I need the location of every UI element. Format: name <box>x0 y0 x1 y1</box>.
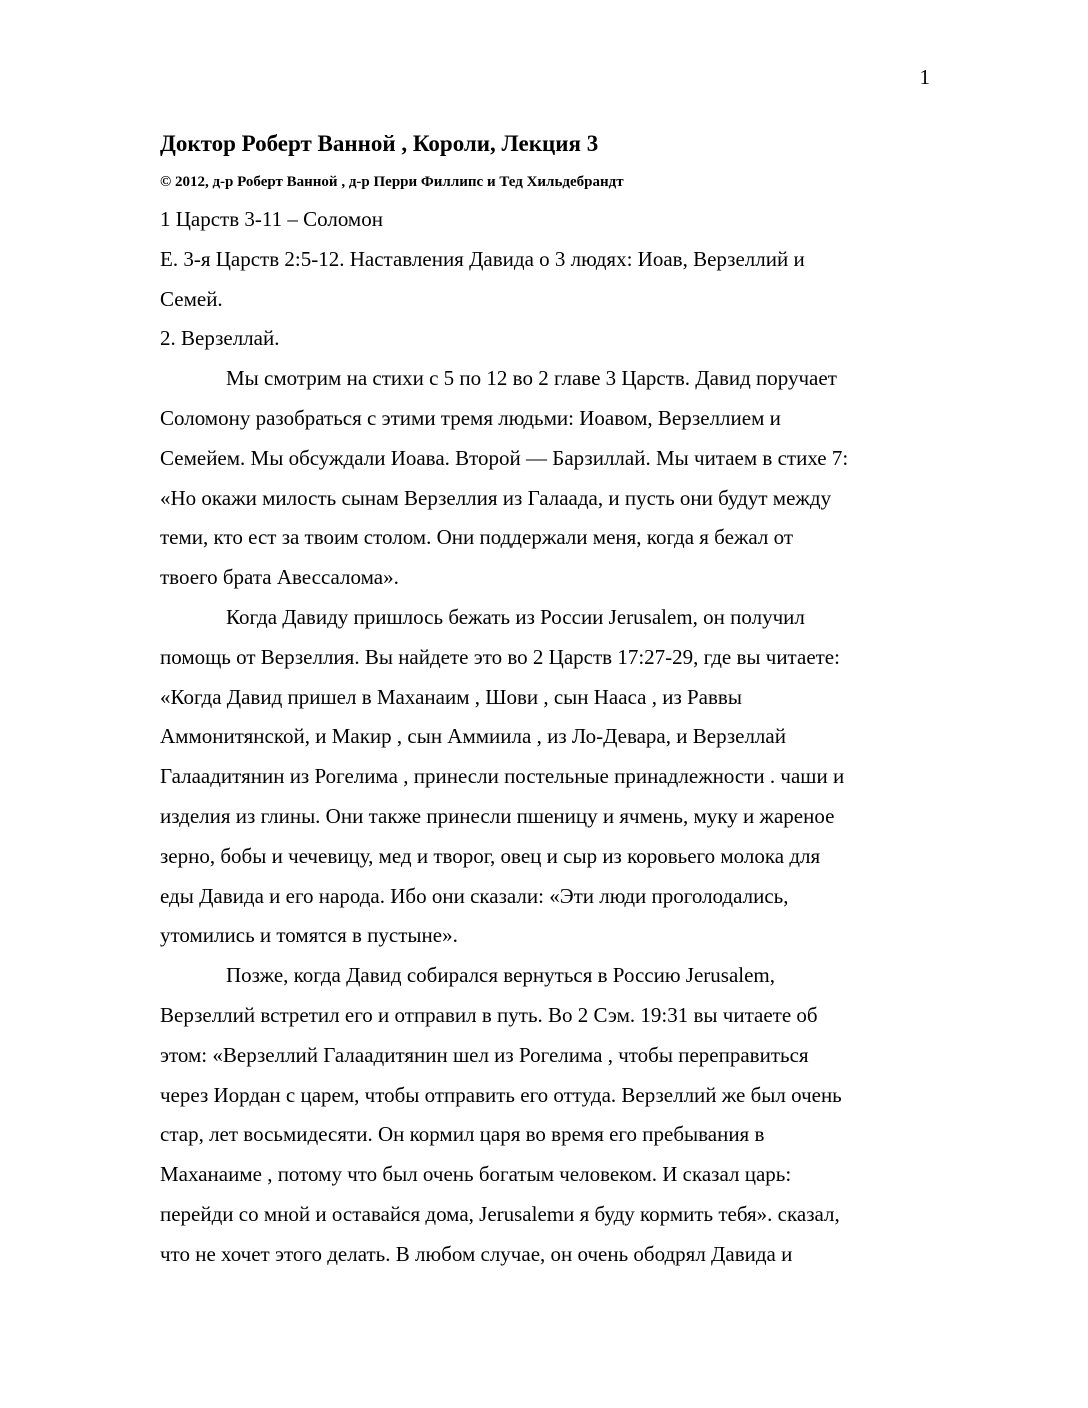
text-line: теми, кто ест за твоим столом. Они поддержали меня, когда я бежал от <box>160 525 794 550</box>
text-line: этом: «Верзеллий Галаадитянин шел из Рогелима , чтобы переправиться <box>160 1042 809 1067</box>
text-line: Верзеллий встретил его и отправил в путь. Во 2 Сэм. 19:31 вы читаете об <box>160 1002 818 1027</box>
text-line: Галаадитянин из Рогелима , принесли постельные принадлежности . чаши и <box>160 764 845 789</box>
text-line: Мы смотрим на стихи с 5 по 12 во 2 главе 3 Царств. Давид поручает <box>226 366 837 391</box>
text-line: Соломону разобраться с этими тремя людьми: Иоавом, Верзеллием и <box>160 405 781 430</box>
text-line: 1 Царств 3-11 – Соломон <box>160 207 383 231</box>
text-line: Позже, когда Давид собирался вернуться в Россию Jerusalem, <box>226 963 776 988</box>
text-line: помощь от Верзеллия. Вы найдете это во 2 Царств 17:27-29, где вы читаете: <box>160 644 840 669</box>
text-line: твоего брата Авессалома». <box>160 565 399 590</box>
text-line: Когда Давиду пришлось бежать из России Jerusalem, он получил <box>226 604 805 629</box>
text-line: «Но окажи милость сынам Верзеллия из Галаада, и пусть они будут между <box>160 485 832 510</box>
text-line: E. 3-я Царств 2:5-12. Наставления Давида о 3 людях: Иоав, Верзеллий и <box>160 246 805 271</box>
text-line: через Иордан с царем, чтобы отправить его оттуда. Верзеллий же был очень <box>160 1082 842 1107</box>
text-line: Семей. <box>160 286 223 311</box>
text-line: Семейем. Мы обсуждали Иоава. Второй — Барзиллай. Мы читаем в стихе 7: <box>160 445 849 470</box>
text-line: 2. Верзеллай. <box>160 326 280 351</box>
text-line: изделия из глины. Они также принесли пшеницу и ячмень, муку и жареное <box>160 803 835 828</box>
lecture-title: Доктор Роберт Ванной , Короли, Лекция 3 <box>160 131 599 156</box>
text-line: перейди со мной и оставайся дома, Jerusalemи я буду кормить тебя». сказал, <box>160 1201 840 1226</box>
copyright-line: © 2012, д-р Роберт Ванной , д-р Перри Филлипс и Тед Хильдебрандт <box>160 174 624 190</box>
text-line: Аммонитянской, и Макир , сын Аммиила , из Ло-Девара, и Верзеллай <box>160 724 786 749</box>
text-line: еды Давида и его народа. Ибо они сказали: «Эти люди проголодались, <box>160 883 789 908</box>
lecture-body <box>160 200 920 1275</box>
text-line: стар, лет восьмидесяти. Он кормил царя во время его пребывания в <box>160 1122 765 1147</box>
page-number: 1 <box>919 65 930 89</box>
text-line: зерно, бобы и чечевицу, мед и творог, овец и сыр из коровьего молока для <box>160 843 821 868</box>
text-line: Маханаиме , потому что был очень богатым человеком. И сказал царь: <box>160 1162 792 1187</box>
text-line: что не хочет этого делать. В любом случае, он очень ободрял Давида и <box>160 1241 793 1266</box>
text-line: утомились и томятся в пустыне». <box>160 923 458 948</box>
text-line: «Когда Давид пришел в Маханаим , Шови , сын Нааса , из Раввы <box>160 684 742 709</box>
